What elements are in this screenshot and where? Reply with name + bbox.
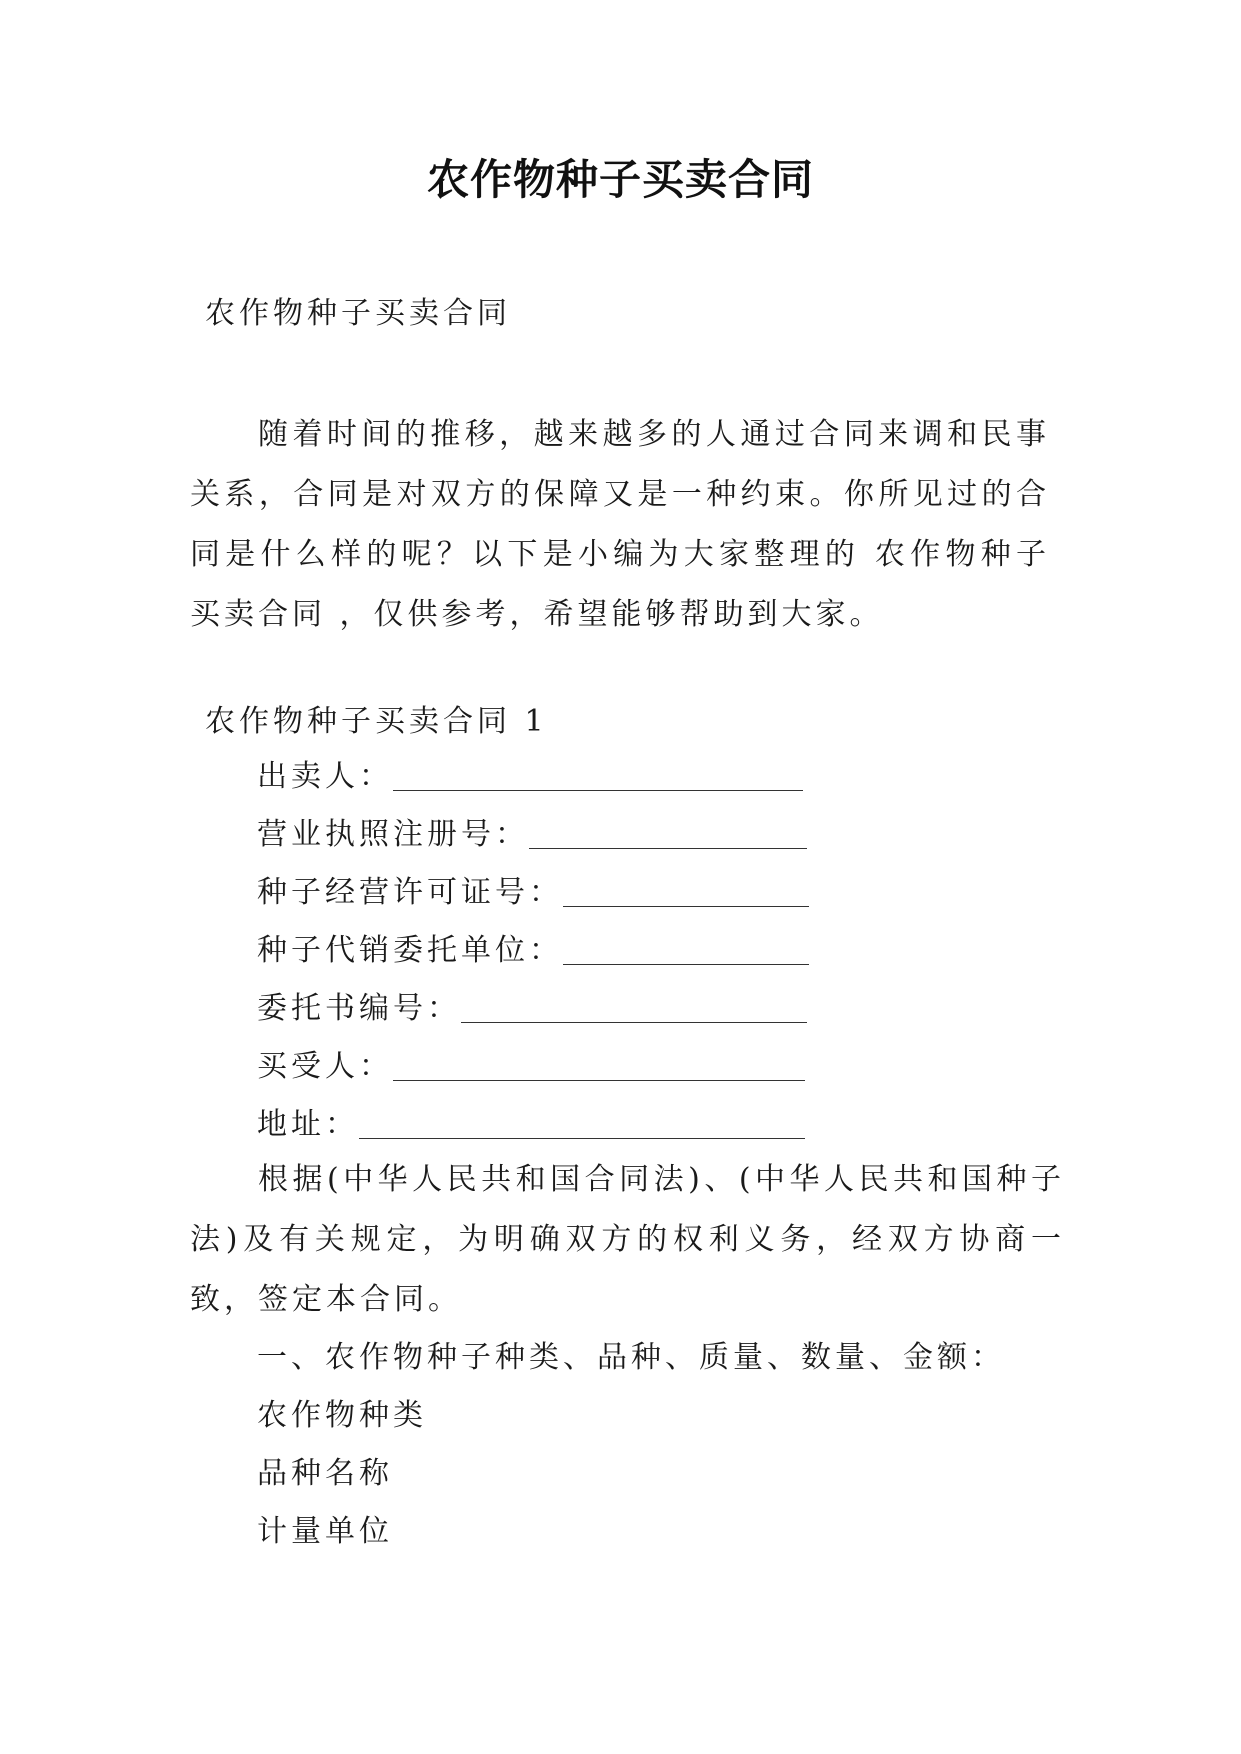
business-license-field — [257, 813, 807, 857]
seller-field — [257, 755, 803, 799]
seed-permit-blank-line — [563, 905, 809, 907]
address-blank-line — [359, 1137, 805, 1139]
buyer-label: 买受人： — [257, 1049, 393, 1084]
consignor-blank-line — [563, 963, 809, 965]
item-unit: 计量单位 — [257, 1514, 393, 1549]
intro-paragraph: 随着时间的推移，越来越多的人通过合同来调和民事关系，合同是对双方的保障又是一种约束。你所见过的合同是什么样的呢？以下是小编为大家整理的 农作物种子买卖合同 ，仅供参考，希望能够帮助到大家。 — [190, 417, 1050, 632]
seed-permit-field — [257, 871, 809, 915]
entrustment-number-field — [257, 987, 807, 1031]
clause-1-heading: 一、农作物种子种类、品种、质量、数量、金额： — [257, 1340, 1005, 1375]
address-field — [257, 1103, 805, 1147]
seller-blank-line — [393, 789, 803, 791]
business-license-blank-line — [529, 847, 807, 849]
consignor-field — [257, 929, 809, 973]
entrustment-number-label: 委托书编号： — [257, 991, 461, 1026]
document-subtitle: 农作物种子买卖合同 — [205, 296, 511, 331]
buyer-blank-line — [393, 1079, 805, 1081]
basis-paragraph: 根据(中华人民共和国合同法)、(中华人民共和国种子法)及有关规定，为明确双方的权利义务，经双方协商一致，签定本合同。 — [190, 1162, 1065, 1317]
business-license-label: 营业执照注册号： — [257, 817, 529, 852]
consignor-label: 种子代销委托单位： — [257, 933, 563, 968]
document-title: 农作物种子买卖合同 — [426, 155, 814, 204]
buyer-field — [257, 1045, 805, 1089]
address-label: 地址： — [257, 1107, 359, 1142]
seed-permit-label: 种子经营许可证号： — [257, 875, 563, 910]
seller-label: 出卖人： — [257, 759, 393, 794]
item-variety-name: 品种名称 — [257, 1456, 393, 1491]
section-title: 农作物种子买卖合同 1 — [205, 704, 548, 739]
item-crop-type: 农作物种类 — [257, 1398, 427, 1433]
entrustment-number-blank-line — [461, 1021, 807, 1023]
